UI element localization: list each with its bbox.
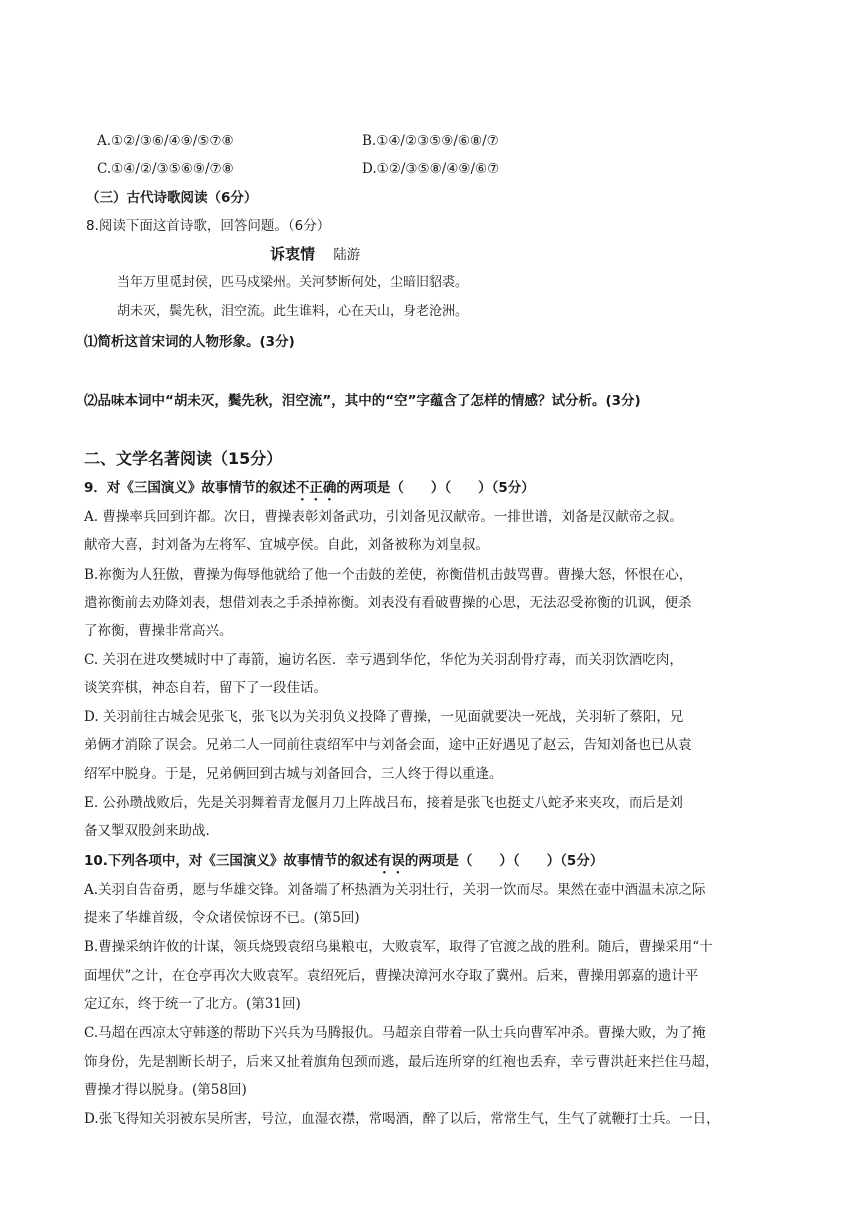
q9-option-e-line-1: E. 公孙瓒战败后，先是关羽舞着青龙偃月刀上阵战吕布，接着是张飞也挺丈八蛇矛来夹攻，而后是刘 (84, 795, 683, 811)
q7-option-a: A.①②/③⑥/④⑨/⑤⑦⑧ (97, 133, 234, 149)
q10-stem-post: 的两项是（ ）（ ）（5分） (404, 853, 604, 869)
q9-option-b-line-1: B.祢衡为人狂傲，曹操为侮辱他就给了他一个击鼓的差使，祢衡借机击鼓骂曹。曹操大怒，怀恨在心， (84, 567, 693, 583)
q9-stem-pre: 9．对《三国演义》故事情节的叙述 (84, 480, 296, 496)
q9-stem-post: 的两项是（ ）（ ）（5分） (336, 480, 535, 496)
q10-option-a-line-2: 提来了华雄首级，令众诸侯惊讶不已。(第5回) (84, 910, 360, 926)
poem-author: 陆游 (333, 247, 361, 263)
q10-option-c-line-1: C.马超在西凉太守韩遂的帮助下兴兵为马腾报仇。马超亲自带着一队士兵向曹军冲杀。曹操大败，为了掩 (84, 1025, 706, 1041)
poem-line-1: 当年万里觅封侯，匹马戍梁州。关河梦断何处，尘暗旧貂裘。 (117, 275, 469, 290)
q9-stem (84, 478, 535, 504)
q10-option-b-line-2: 面埋伏”之计，在仓亭再次大败袁军。袁绍死后，曹操决漳河水夺取了冀州。后来，曹操用郭嘉的遗计平 (84, 968, 699, 984)
q9-option-c-line-2: 谈笑弈棋，神态自若，留下了一段佳话。 (84, 680, 327, 696)
q9-option-d-line-2: 弟俩才消除了误会。兄弟二人一同前往袁绍军中与刘备会面，途中正好遇见了赵云，告知刘备也已从袁 (84, 737, 692, 753)
section-heading-classics: 二、文学名著阅读（15分） (84, 449, 283, 468)
q9-stem-emphasis: 不正确 (295, 480, 337, 496)
q10-option-b-line-3: 定辽东，终于统一了北方。(第31回) (84, 996, 301, 1012)
q9-option-d-line-1: D. 关羽前往古城会见张飞，张飞以为关羽负义投降了曹操，一见面就要决一死战，关羽斩了蔡阳，兄 (84, 709, 684, 725)
q10-stem (84, 851, 603, 877)
q10-option-d-line-1: D.张飞得知关羽被东吴所害，号泣，血湿衣襟，常喝酒，醉了以后，常常生气，生气了就鞭打士兵。一日， (84, 1111, 720, 1127)
poem-heading (270, 244, 360, 265)
q10-option-a-line-1: A.关羽自告奋勇，愿与华雄交锋。刘备端了杯热酒为关羽壮行，关羽一饮而尽。果然在壶中酒温未凉之际 (84, 882, 706, 898)
q7-option-c: C.①④/②/③⑤⑥⑨/⑦⑧ (97, 161, 234, 177)
q10-option-c-line-2: 饰身份，先是割断长胡子，后来又扯着旗角包颈而逃，最后连所穿的红袍也丢弃，幸亏曹洪赶来拦住马超， (84, 1054, 719, 1070)
q9-option-c-line-1: C. 关羽在进攻樊城时中了毒箭，遍访名医．幸亏遇到华佗，华佗为关羽刮骨疗毒，而关羽饮酒吃肉， (84, 652, 683, 668)
q9-option-a-line-1: A. 曹操率兵回到许都。次日，曹操表彰刘备武功，引刘备见汉献帝。一排世谱，刘备是汉献帝之叔。 (84, 509, 683, 525)
q9-option-b-line-3: 了祢衡，曹操非常高兴。 (84, 623, 233, 639)
q9-option-a-line-2: 献帝大喜，封刘备为左将军、宜城亭侯。自此，刘备被称为刘皇叔。 (84, 537, 489, 553)
q8-subquestion-1: ⑴简析这首宋词的人物形象。(3分) (84, 334, 295, 350)
q8-stem: 8.阅读下面这首诗歌，回答问题。（6分） (86, 218, 331, 234)
q10-option-b-line-1: B.曹操采纳许攸的计谋，领兵烧毁袁绍乌巢粮屯，大败袁军，取得了官渡之战的胜利。随后，曹操采用“十 (84, 939, 713, 955)
q10-stem-pre: 10.下列各项中，对《三国演义》故事情节的叙述 (84, 853, 378, 869)
q10-option-c-line-3: 曹操才得以脱身。(第58回) (84, 1082, 247, 1098)
q9-option-b-line-2: 遣祢衡前去劝降刘表，想借刘表之手杀掉祢衡。刘表没有看破曹操的心思，无法忍受祢衡的讥讽，便杀 (84, 595, 692, 611)
q7-option-d: D.①②/③⑤⑧/④⑨/⑥⑦ (362, 161, 500, 177)
poem-title: 诉衷情 (270, 245, 316, 263)
section-heading-poetry: （三）古代诗歌阅读（6分） (86, 190, 258, 206)
q8-subquestion-2: ⑵品味本词中“胡未灭，鬓先秋，泪空流”，其中的“空”字蕴含了怎样的情感？试分析。(3分) (84, 393, 641, 409)
poem-line-2: 胡未灭，鬓先秋，泪空流。此生谁料，心在天山，身老沧洲。 (117, 304, 469, 319)
q7-option-b: B.①④/②③⑤⑨/⑥⑧/⑦ (362, 133, 499, 149)
q9-option-d-line-3: 绍军中脱身。于是，兄弟俩回到古城与刘备回合，三人终于得以重逢。 (84, 766, 503, 782)
q10-stem-emphasis: 有误 (377, 853, 405, 869)
q9-option-e-line-2: 备又掣双股剑来助战. (84, 823, 210, 839)
